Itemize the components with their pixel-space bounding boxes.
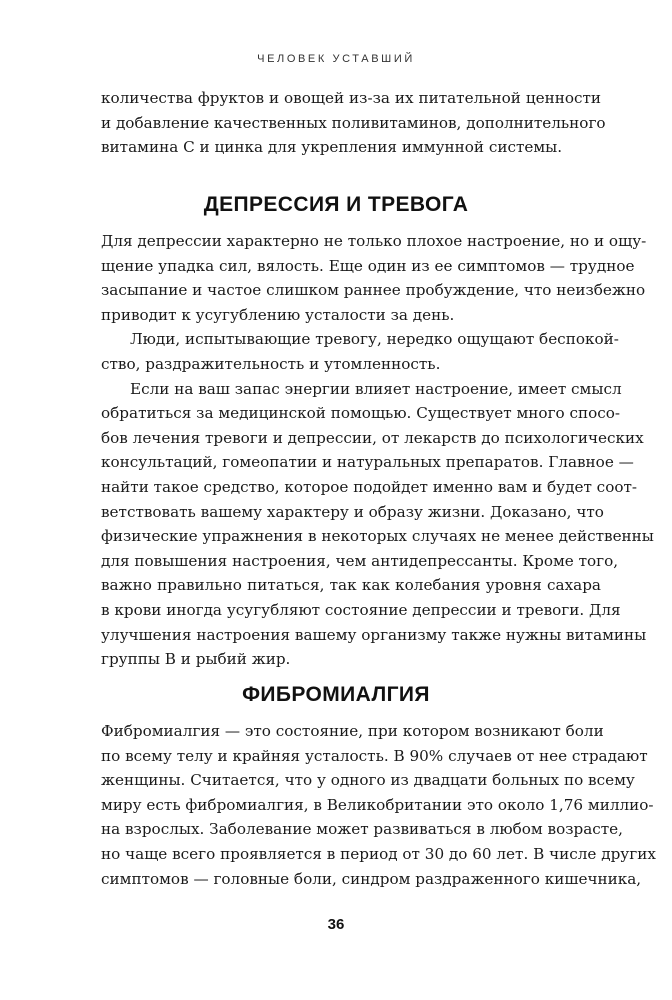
text-line: количества фруктов и овощей из-за их питательной ценности bbox=[101, 89, 601, 107]
text-line: для повышения настроения, чем антидепрессанты. Кроме того, bbox=[101, 551, 619, 570]
text-line: на взрослых. Заболевание может развиваться в любом возрасте, bbox=[101, 820, 623, 839]
text-line: Фибромиалгия — это состояние, при котором возникают боли bbox=[101, 722, 604, 740]
text-line: и добавление качественных поливитаминов, дополнительного bbox=[101, 113, 606, 132]
text-line: Для депрессии характерно не только плохое настроение, но и ощу- bbox=[101, 232, 647, 250]
text-line: в крови иногда усугубляют состояние депрессии и тревоги. Для bbox=[101, 600, 621, 619]
text-line: группы В и рыбий жир. bbox=[101, 650, 291, 669]
section-heading-depression: ДЕПРЕССИЯ И ТРЕВОГА bbox=[203, 193, 469, 216]
text-line: миру есть фибромиалгия, в Великобритании это около 1,76 миллиo- bbox=[101, 795, 654, 814]
running-head: ЧЕЛОВЕК УСТАВШИЙ bbox=[257, 53, 415, 65]
text-line: симптомов — головные боли, синдром раздраженного кишечника, bbox=[101, 869, 642, 888]
section-heading-fibromyalgia: ФИБРОМИАЛГИЯ bbox=[242, 683, 430, 706]
text-line: засыпание и частое слишком раннее пробуждение, что неизбежно bbox=[101, 281, 646, 300]
text-line: но чаще всего проявляется в период от 30 до 60 лет. В числе других bbox=[101, 844, 656, 863]
text-line: приводит к усугублению усталости за день. bbox=[101, 305, 455, 324]
text-line: важно правильно питаться, так как колебания уровня сахара bbox=[101, 576, 601, 595]
text-line: обратиться за медицинской помощью. Существует много спосо- bbox=[101, 404, 621, 423]
text-line: ветствовать вашему характеру и образу жизни. Доказано, что bbox=[101, 502, 604, 521]
section-fibromyalgia-body bbox=[101, 719, 656, 891]
text-line: Люди, испытывающие тревогу, нередко ощущают беспокой- bbox=[130, 330, 619, 349]
text-line: физические упражнения в некоторых случаях не менее действенны bbox=[101, 527, 654, 546]
text-line: Если на ваш запас энергии влияет настроение, имеет смысл bbox=[130, 379, 622, 398]
text-line: щение упадка сил, вялость. Еще один из ее симптомов — трудное bbox=[101, 256, 635, 275]
page-number: 36 bbox=[327, 916, 345, 933]
text-line: найти такое средство, которое подойдет именно вам и будет соот- bbox=[101, 477, 638, 496]
text-line: витамина С и цинка для укрепления иммунной системы. bbox=[101, 138, 563, 157]
text-line: консультаций, гомеопатии и натуральных препаратов. Главное — bbox=[101, 453, 634, 472]
intro-paragraph bbox=[101, 86, 606, 160]
text-line: по всему телу и крайняя усталость. В 90% случаев от нее страдают bbox=[101, 746, 648, 765]
text-line: бов лечения тревоги и депрессии, от лекарств до психологических bbox=[101, 428, 644, 447]
text-line: женщины. Считается, что у одного из двадцати больных по всему bbox=[101, 771, 635, 790]
text-line: ство, раздражительность и утомленность. bbox=[101, 354, 441, 373]
section-depression-body bbox=[101, 229, 654, 672]
text-line: улучшения настроения вашему организму также нужны витамины bbox=[101, 625, 647, 644]
